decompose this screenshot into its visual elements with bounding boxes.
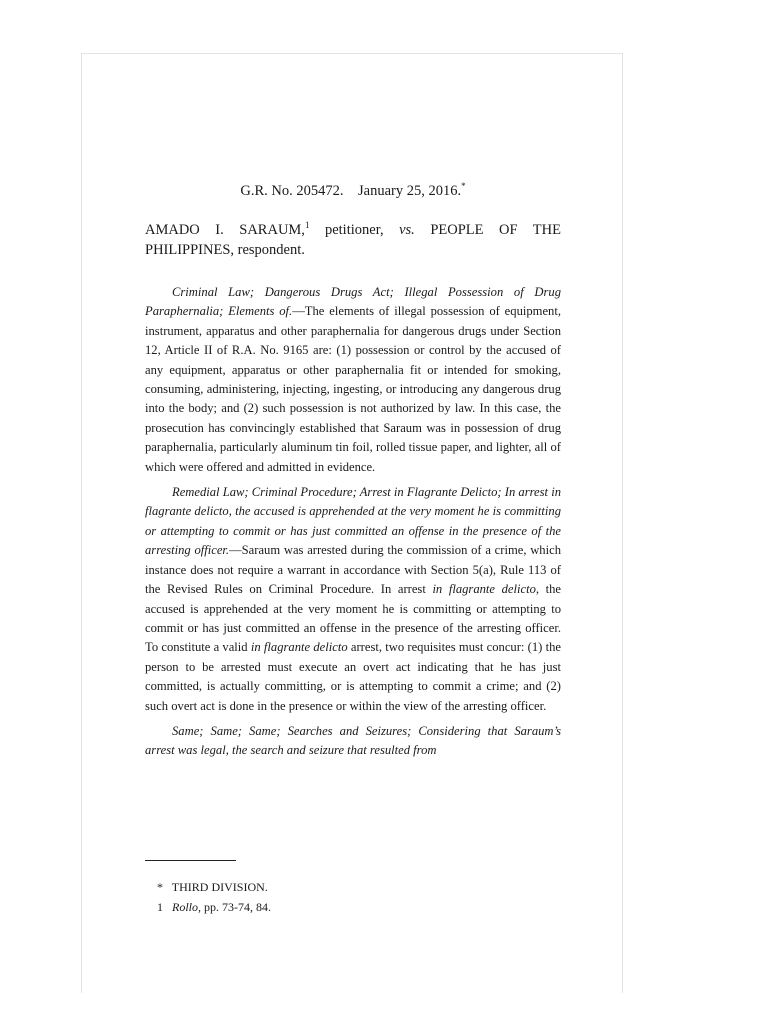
syllabus-paragraph (145, 722, 561, 761)
petitioner-role: petitioner, (309, 222, 400, 238)
syllabus-paragraph (145, 483, 561, 716)
footnote-mark: 1 (157, 900, 163, 914)
footnote-citation: Rollo (172, 900, 198, 914)
syllabus-italic-text: in flagrante delicto (250, 640, 348, 655)
syllabus-section (145, 283, 561, 761)
syllabus-paragraph (145, 283, 561, 477)
footnote-divider (145, 860, 236, 861)
case-caption (145, 181, 561, 201)
gr-number: G.R. No. 205472. (240, 183, 344, 199)
footnotes-section (145, 877, 561, 917)
document-page (81, 53, 623, 993)
footnote-text: THIRD DIVISION. (171, 880, 268, 894)
footnote-ref-star[interactable]: * (461, 181, 466, 192)
footnote-mark: * (157, 880, 163, 894)
case-parties (145, 220, 561, 260)
versus-text: vs. (399, 222, 415, 238)
footnote-item (145, 897, 561, 917)
syllabus-heading: Remedial Law; Criminal Procedure; Arrest in Flagrante Delicto; In arrest in flagrante delicto, the accused is apprehended at the very moment he is committing or attempting to commit or has just committed an offense in the presence of the arresting officer. (145, 485, 561, 558)
syllabus-text: —The elements of illegal possession of equipment, instrument, apparatus and other paraphernalia for dangerous drugs under Section 12, Article II of R.A. No. 9165 are: (1) possession or control by the accused of any equipment, apparatus or other paraphernalia fit or intended for smoking, consuming, administering, injecting, ingesting, or introducing any dangerous drug into the body; and (2) such possession is not authorized by law. In this case, the prosecution has convincingly established that Saraum was in possession of drug paraphernalia, particularly aluminum tin foil, rolled tissue paper, and lighter, all of which were offered and admitted in evidence. (145, 304, 561, 474)
syllabus-text: —Saraum was arrested during the commission of a crime, which instance does not require a warrant in accordance with Section 5(a), Rule 113 of the Revised Rules on Criminal Procedure. In arrest (145, 543, 561, 597)
footnote-text: , pp. 73-74, 84. (198, 900, 271, 914)
syllabus-text: arrest, two requisites must concur: (1) the person to be arrested must execute an overt act indicating that he has just committed, is actually committing, or is attempting to commit a crime; and (2) such overt act is done in the presence or within the view of the arresting officer. (145, 640, 561, 713)
decision-date: January 25, 2016. (358, 183, 462, 199)
respondent-text: PEOPLE OF THE PHILIPPINES, respondent. (145, 222, 561, 258)
syllabus-heading: Same; Same; Same; Searches and Seizures; Considering that Saraum’s arrest was legal, the search and seizure that resulted from (145, 723, 561, 758)
footnote-item (145, 877, 561, 897)
syllabus-text: , the accused is apprehended at the very moment he is committing or attempting to commit or has just committed an offense in the presence of the arresting officer. To constitute a valid (145, 582, 562, 655)
petitioner-name: AMADO I. SARAUM, (145, 222, 305, 238)
footnote-ref-1[interactable]: 1 (304, 220, 310, 231)
syllabus-italic-text: in flagrante delicto (432, 582, 536, 597)
syllabus-heading: Criminal Law; Dangerous Drugs Act; Illegal Possession of Drug Paraphernalia; Elements of. (145, 285, 561, 319)
